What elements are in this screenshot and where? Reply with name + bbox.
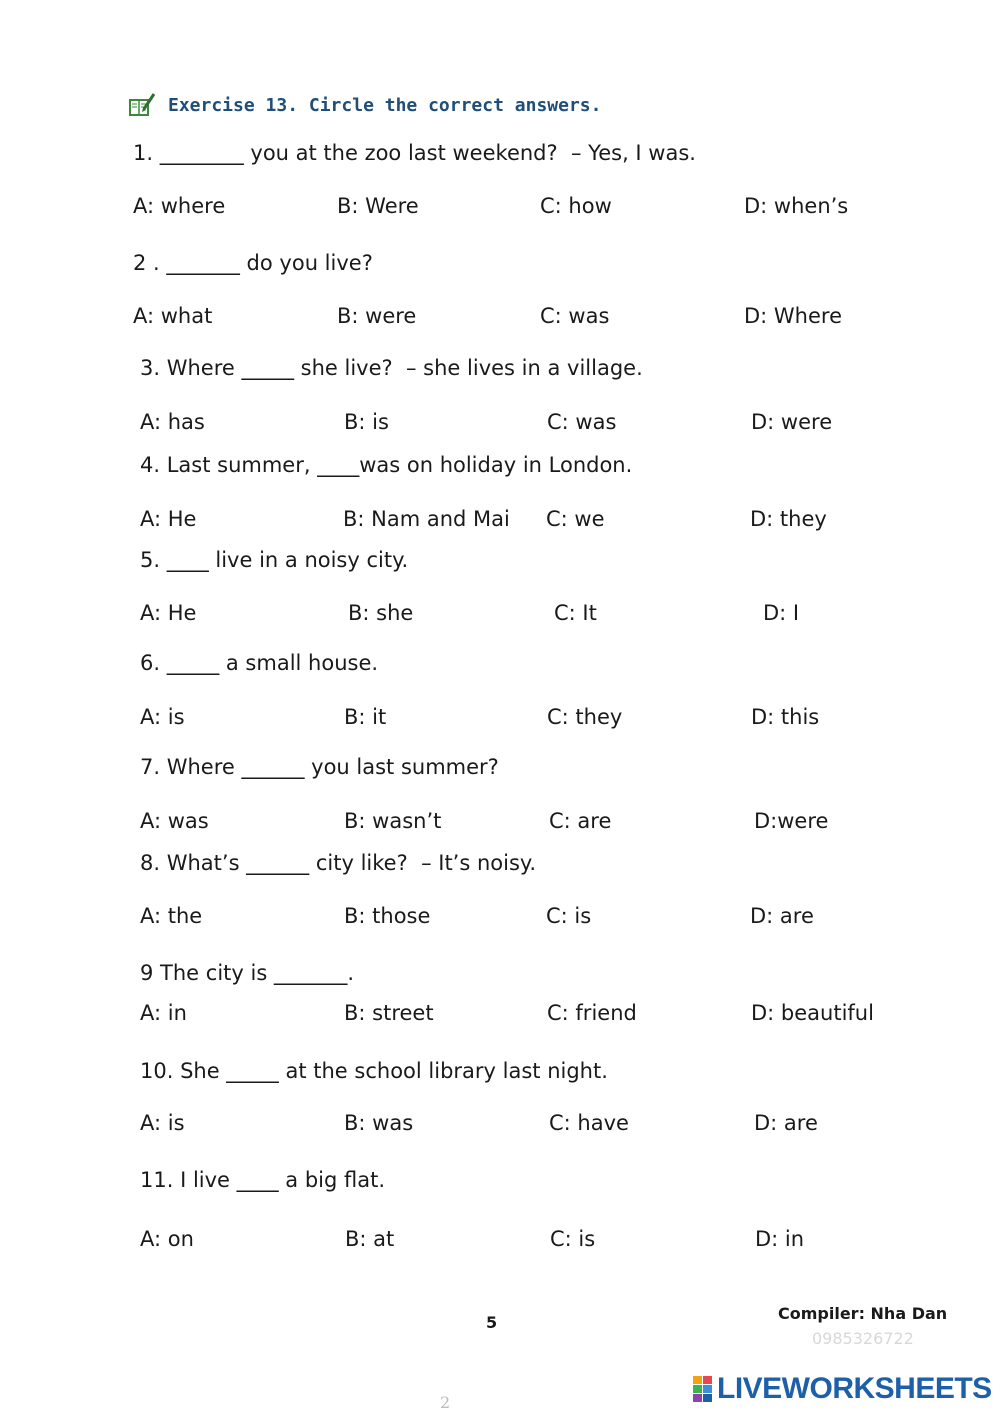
option-b[interactable]: B: wasn’t — [344, 809, 442, 833]
option-d[interactable]: D: this — [751, 705, 820, 729]
question-3: 3. Where _____ she live? – she lives in a village. — [140, 356, 643, 380]
option-a[interactable]: A: He — [140, 601, 197, 625]
option-c[interactable]: C: is — [550, 1227, 596, 1251]
option-c[interactable]: C: have — [549, 1111, 629, 1135]
option-a[interactable]: A: what — [133, 304, 213, 328]
option-a[interactable]: A: has — [140, 410, 205, 434]
question-11: 11. I live ____ a big flat. — [140, 1168, 386, 1192]
option-a[interactable]: A: was — [140, 809, 209, 833]
option-c[interactable]: C: is — [546, 904, 592, 928]
option-a[interactable]: A: is — [140, 705, 185, 729]
question-9: 9 The city is _______. — [140, 961, 355, 985]
phone-number: 0985326722 — [812, 1329, 914, 1348]
option-c[interactable]: C: friend — [547, 1001, 637, 1025]
question-10: 10. She _____ at the school library last night. — [140, 1059, 608, 1083]
question-7: 7. Where ______ you last summer? — [140, 755, 499, 779]
sheet-number: 2 — [440, 1393, 451, 1412]
option-c[interactable]: C: It — [554, 601, 597, 625]
question-4: 4. Last summer, ____was on holiday in London. — [140, 453, 633, 477]
book-pencil-icon — [128, 92, 156, 118]
option-d[interactable]: D: I — [763, 601, 800, 625]
option-d[interactable]: D: were — [751, 410, 833, 434]
option-a[interactable]: A: in — [140, 1001, 187, 1025]
option-d[interactable]: D: beautiful — [751, 1001, 874, 1025]
option-a[interactable]: A: on — [140, 1227, 194, 1251]
option-c[interactable]: C: how — [540, 194, 612, 218]
liveworksheets-brand[interactable] — [692, 1372, 992, 1406]
option-b[interactable]: B: were — [337, 304, 417, 328]
option-b[interactable]: B: Were — [337, 194, 419, 218]
liveworksheets-logo-icon — [692, 1374, 714, 1404]
option-c[interactable]: C: was — [547, 410, 617, 434]
option-a[interactable]: A: He — [140, 507, 197, 531]
compiler-credit: Compiler: Nha Dan — [778, 1304, 948, 1323]
question-5: 5. ____ live in a noisy city. — [140, 548, 409, 572]
question-1: 1. ________ you at the zoo last weekend? – Yes, I was. — [133, 141, 696, 165]
page-number: 5 — [486, 1313, 498, 1332]
option-b[interactable]: B: at — [345, 1227, 395, 1251]
option-b[interactable]: B: she — [348, 601, 414, 625]
option-b[interactable]: B: those — [344, 904, 431, 928]
option-d[interactable]: D: when’s — [744, 194, 849, 218]
option-b[interactable]: B: it — [344, 705, 387, 729]
exercise-title: Exercise 13. Circle the correct answers. — [168, 94, 602, 116]
question-8: 8. What’s ______ city like? – It’s noisy. — [140, 851, 537, 875]
option-d[interactable]: D: they — [750, 507, 827, 531]
question-2: 2 . _______ do you live? — [133, 251, 373, 275]
question-6: 6. _____ a small house. — [140, 651, 379, 675]
option-b[interactable]: B: street — [344, 1001, 434, 1025]
exercise-header — [128, 90, 601, 120]
option-b[interactable]: B: was — [344, 1111, 414, 1135]
option-a[interactable]: A: is — [140, 1111, 185, 1135]
option-d[interactable]: D: are — [754, 1111, 818, 1135]
brand-name: LIVEWORKSHEETS — [717, 1372, 992, 1405]
option-b[interactable]: B: is — [344, 410, 389, 434]
option-d[interactable]: D: are — [750, 904, 814, 928]
option-c[interactable]: C: we — [546, 507, 605, 531]
option-a[interactable]: A: where — [133, 194, 226, 218]
option-c[interactable]: C: are — [549, 809, 612, 833]
option-a[interactable]: A: the — [140, 904, 203, 928]
option-d[interactable]: D:were — [754, 809, 829, 833]
option-d[interactable]: D: in — [755, 1227, 805, 1251]
option-d[interactable]: D: Where — [744, 304, 843, 328]
option-c[interactable]: C: was — [540, 304, 610, 328]
option-b[interactable]: B: Nam and Mai — [343, 507, 510, 531]
option-c[interactable]: C: they — [547, 705, 623, 729]
